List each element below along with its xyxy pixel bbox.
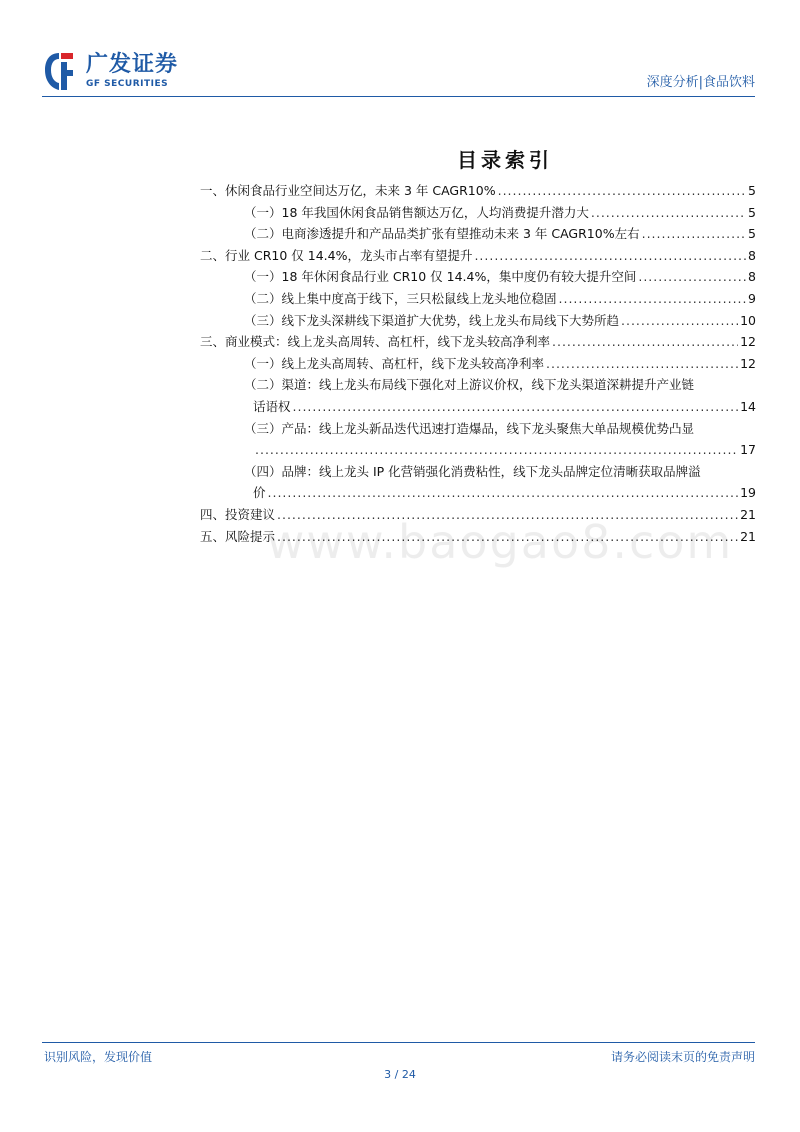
toc-entry-page: 8 bbox=[748, 269, 756, 285]
toc-entry[interactable] bbox=[200, 245, 756, 267]
toc-entry-text: 四、投资建议 bbox=[200, 506, 276, 522]
toc-entry-text: （二）电商渗透提升和产品品类扩张有望推动未来 3 年 CAGR10%左右 bbox=[244, 226, 640, 242]
toc-entry-page: 8 bbox=[748, 247, 756, 263]
toc-entry[interactable] bbox=[200, 526, 756, 548]
toc-entry-text-line1: （二）渠道：线上龙头布局线下强化对上游议价权，线下龙头渠道深耕提升产业链 bbox=[244, 377, 695, 393]
toc-leader-dots bbox=[293, 396, 739, 418]
toc-entry-page: 5 bbox=[748, 226, 756, 242]
toc-leader-dots bbox=[591, 202, 746, 224]
toc-entry-text: （一）18 年我国休闲食品销售额达万亿，人均消费提升潜力大 bbox=[244, 204, 589, 220]
toc-entry-continuation bbox=[200, 439, 756, 461]
toc-leader-dots bbox=[642, 223, 746, 245]
report-category: 深度分析|食品饮料 bbox=[646, 75, 755, 90]
header-divider bbox=[42, 96, 755, 97]
toc-entry-page: 19 bbox=[740, 485, 756, 501]
toc-entry[interactable] bbox=[200, 266, 756, 288]
toc-entry-page: 12 bbox=[740, 355, 756, 371]
page-header bbox=[0, 0, 800, 100]
toc-entry-wrapped[interactable] bbox=[200, 374, 756, 417]
table-of-contents bbox=[200, 180, 756, 547]
toc-leader-dots bbox=[277, 504, 738, 526]
toc-entry-page: 10 bbox=[740, 312, 756, 328]
toc-leader-dots bbox=[638, 266, 746, 288]
toc-entry-text: 三、商业模式：线上龙头高周转、高杠杆，线下龙头较高净利率 bbox=[200, 334, 551, 350]
footer-divider bbox=[42, 1042, 755, 1043]
toc-entry-page: 5 bbox=[748, 183, 756, 198]
toc-entry-page: 5 bbox=[748, 204, 756, 220]
toc-leader-dots bbox=[268, 482, 739, 504]
toc-entry[interactable] bbox=[200, 310, 756, 332]
toc-leader-dots bbox=[552, 331, 738, 353]
toc-entry-page: 21 bbox=[740, 506, 756, 522]
toc-entry-page: 12 bbox=[740, 334, 756, 350]
toc-entry-text: （二）线上集中度高于线下，三只松鼠线上龙头地位稳固 bbox=[244, 290, 557, 306]
toc-title: 目录索引 bbox=[457, 148, 553, 172]
toc-entry-text-line2: 话语权 bbox=[253, 398, 291, 414]
toc-entry-text-line1: （四）品牌：线上龙头 IP 化营销强化消费粘性，线下龙头品牌定位清晰获取品牌溢 bbox=[244, 463, 701, 479]
toc-leader-dots bbox=[498, 180, 746, 202]
toc-entry-text: 一、休闲食品行业空间达万亿，未来 3 年 CAGR10% bbox=[200, 183, 496, 198]
toc-entry-text: 二、行业 CR10 仅 14.4%，龙头市占率有望提升 bbox=[200, 247, 473, 263]
toc-entry-wrapped[interactable] bbox=[200, 418, 756, 461]
toc-entry[interactable] bbox=[200, 202, 756, 224]
toc-entry[interactable] bbox=[200, 331, 756, 353]
toc-entry-text-line2: 价 bbox=[253, 485, 266, 501]
toc-leader-dots bbox=[559, 288, 747, 310]
watermark: www.baogao8.com bbox=[266, 515, 734, 569]
toc-entry[interactable] bbox=[200, 353, 756, 375]
toc-entry-text: （一）18 年休闲食品行业 CR10 仅 14.4%，集中度仍有较大提升空间 bbox=[244, 269, 637, 285]
toc-entry-wrapped[interactable] bbox=[200, 461, 756, 504]
toc-leader-dots bbox=[474, 245, 746, 267]
page-number: 3 / 24 bbox=[384, 1068, 416, 1081]
logo-chinese-name: 广发证券 bbox=[86, 52, 179, 77]
toc-entry-page: 21 bbox=[740, 528, 756, 544]
toc-leader-dots bbox=[621, 310, 738, 332]
footer-disclaimer-note: 请务必阅读末页的免责声明 bbox=[610, 1050, 755, 1064]
toc-entry[interactable] bbox=[200, 223, 756, 245]
footer-slogan: 识别风险，发现价值 bbox=[44, 1050, 153, 1064]
toc-entry-text: （三）线下龙头深耕线下渠道扩大优势，线上龙头布局线下大势所趋 bbox=[244, 312, 620, 328]
toc-leader-dots bbox=[546, 353, 738, 375]
toc-entry-continuation bbox=[200, 482, 756, 504]
toc-entry-text: （一）线上龙头高周转、高杠杆，线下龙头较高净利率 bbox=[244, 355, 545, 371]
toc-entry-page: 17 bbox=[740, 442, 756, 458]
toc-entry[interactable] bbox=[200, 288, 756, 310]
toc-leader-dots bbox=[277, 526, 738, 548]
logo-english-name: GF SECURITIES bbox=[86, 79, 169, 89]
toc-entry[interactable] bbox=[200, 504, 756, 526]
toc-entry-page: 14 bbox=[740, 398, 756, 414]
toc-entry[interactable] bbox=[200, 180, 756, 202]
toc-entry-continuation bbox=[200, 396, 756, 418]
toc-entry-page: 9 bbox=[748, 290, 756, 306]
toc-entry-text-line1: （三）产品：线上龙头新品迭代迅速打造爆品，线下龙头聚焦大单品规模优势凸显 bbox=[244, 420, 695, 436]
toc-leader-dots bbox=[255, 439, 738, 461]
gf-securities-logo bbox=[42, 50, 179, 94]
gf-logo-icon bbox=[42, 50, 76, 94]
toc-entry-text: 五、风险提示 bbox=[200, 528, 276, 544]
